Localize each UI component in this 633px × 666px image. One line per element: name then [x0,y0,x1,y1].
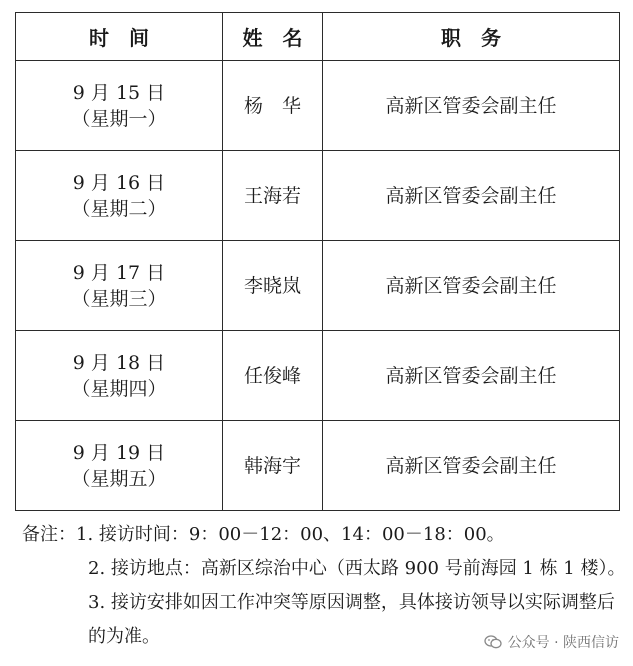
duty-cell: 高新区管委会副主任 [323,151,620,241]
name-cell: 任俊峰 [223,331,323,421]
note-reception-time: 备注：1. 接访时间：9：00－12：00、14：00－18：00。 [22,524,505,545]
reception-schedule-table [15,12,620,511]
table-row [16,241,620,331]
duty-cell: 高新区管委会副主任 [323,331,620,421]
weekday-text: （星期四） [71,377,167,400]
table-row [16,421,620,511]
header-time: 时 间 [16,13,223,61]
time-cell [16,61,223,151]
date-text: 9 月 19 日 [72,441,166,464]
weekday-text: （星期一） [71,107,167,130]
date-text: 9 月 17 日 [72,261,166,284]
header-name: 姓 名 [223,13,323,61]
name-cell: 李晓岚 [223,241,323,331]
date-text: 9 月 16 日 [72,171,166,194]
duty-cell: 高新区管委会副主任 [323,241,620,331]
watermark-text: 公众号 · 陕西信访 [507,635,619,651]
table-header-row [16,13,620,61]
duty-cell: 高新区管委会副主任 [323,421,620,511]
header-duty: 职 务 [323,13,620,61]
time-cell [16,151,223,241]
name-cell: 杨 华 [223,61,323,151]
time-cell [16,421,223,511]
date-text: 9 月 18 日 [72,351,166,374]
time-cell [16,241,223,331]
date-text: 9 月 15 日 [72,81,166,104]
account-watermark [484,632,619,652]
wechat-icon [484,635,502,649]
table-row [16,61,620,151]
weekday-text: （星期五） [71,467,167,490]
table-row [16,331,620,421]
weekday-text: （星期二） [71,197,167,220]
duty-cell: 高新区管委会副主任 [323,61,620,151]
note-reception-location: 2. 接访地点：高新区综治中心（西太路 900 号前海园 1 栋 1 楼）。 [88,558,626,579]
note-schedule-adjustment: 3. 接访安排如因工作冲突等原因调整，具体接访领导以实际调整后的为准。 [88,592,615,647]
weekday-text: （星期三） [71,287,167,310]
table-row [16,151,620,241]
name-cell: 韩海宇 [223,421,323,511]
time-cell [16,331,223,421]
name-cell: 王海若 [223,151,323,241]
